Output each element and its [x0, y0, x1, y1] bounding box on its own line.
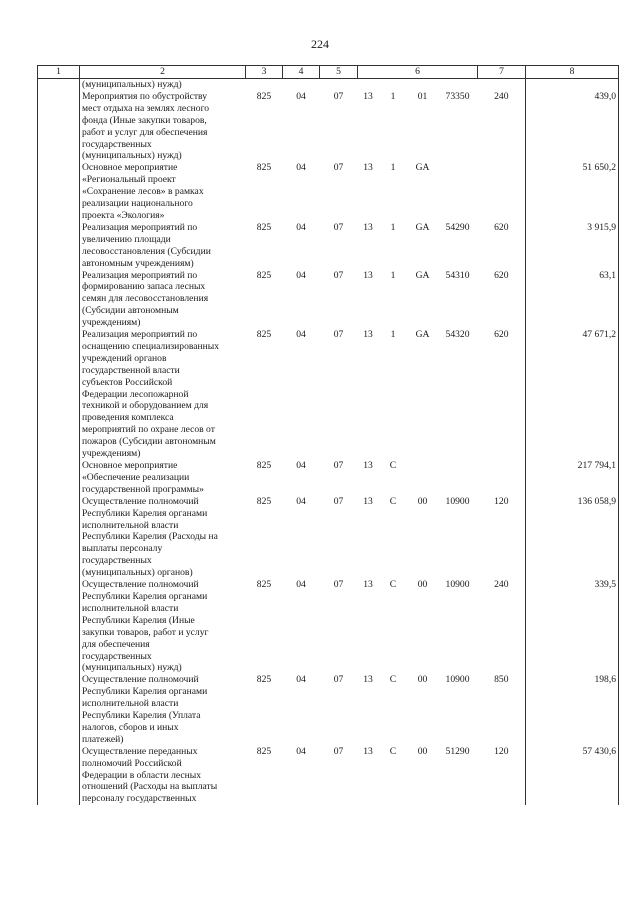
row-name-line: Осуществление полномочий: [82, 495, 199, 507]
code-cell-t2: С: [389, 674, 397, 686]
row-number-cell: [38, 270, 80, 330]
amount-cell: 57 430,6: [526, 746, 619, 806]
table-row: [38, 162, 619, 222]
header-cell: 6: [358, 66, 478, 79]
row-name-line: исполнительной власти: [82, 698, 179, 710]
code-cell-c4: 04: [296, 745, 306, 757]
header-cell: 1: [38, 66, 80, 79]
code-cell-c4: 04: [296, 269, 306, 281]
row-name-line: (муниципальных) нужд): [82, 150, 182, 162]
table-row: [38, 79, 619, 91]
row-name-line: Республики Карелия органами: [82, 686, 208, 698]
row-name-line: семян для лесовосстановления: [82, 293, 209, 305]
code-cell-t3: 00: [417, 745, 428, 757]
code-cell-t1: 13: [363, 460, 373, 471]
code-cell-c7: [478, 162, 526, 222]
code-cell-t3: 00: [417, 495, 428, 507]
row-name-line: проекта «Экология»: [82, 209, 165, 221]
code-cell-c7: 120: [494, 495, 509, 507]
code-cell-t4: 10900: [445, 495, 470, 507]
header-cell: 5: [320, 66, 358, 79]
row-name-line: Осуществление переданных: [82, 745, 198, 757]
code-cell-t1: 13: [363, 674, 373, 686]
code-cell-c3: 825: [256, 674, 272, 686]
code-cell-c7: 620: [494, 269, 509, 281]
amount-cell: [526, 79, 619, 91]
code-cell-t1: [358, 79, 379, 91]
code-cell-c3: [246, 79, 283, 91]
row-name-line: оснащению специализированных: [82, 340, 220, 352]
row-name-line: налогов, сборов и иных: [82, 721, 179, 733]
row-name-line: исполнительной власти: [82, 602, 179, 614]
code-cell-t3: [408, 460, 438, 496]
table-row: [38, 222, 619, 270]
row-name-line: (муниципальных) нужд): [82, 662, 182, 674]
row-name-line: государственных: [82, 555, 152, 567]
page-number: 224: [311, 37, 329, 51]
code-cell-t3: GA: [415, 221, 430, 233]
row-name-line: Федерации лесопожарной: [82, 388, 189, 400]
code-cell-t2: С: [389, 495, 397, 507]
code-cell-c5: [320, 79, 358, 91]
code-cell-t4: 54320: [445, 329, 470, 341]
row-name-line: персоналу государственных: [82, 793, 197, 805]
row-name-line: Осуществление полномочий: [82, 579, 199, 591]
code-cell-c7: 120: [494, 745, 509, 757]
row-name-cell: [80, 460, 246, 496]
code-cell-c4: 04: [296, 579, 306, 591]
row-name-line: выплаты персоналу: [82, 543, 163, 555]
code-cell-c4: 04: [296, 90, 306, 102]
code-cell-t1: 13: [363, 495, 373, 507]
row-name-line: Республики Карелия (Уплата: [82, 710, 201, 722]
row-name-cell: [80, 674, 246, 745]
code-cell-c5: 07: [333, 495, 344, 507]
code-cell-c4: 04: [296, 221, 306, 233]
table-row: [38, 91, 619, 162]
row-name-line: формированию запаса лесных: [82, 281, 206, 293]
code-cell-c5: 07: [333, 745, 344, 757]
row-name-line: увеличению площади: [82, 233, 171, 245]
code-cell-c4: 04: [296, 460, 306, 471]
code-cell-t1: 13: [363, 329, 373, 341]
row-name-line: государственных: [82, 650, 152, 662]
code-cell-t2: 1: [390, 162, 396, 174]
row-name-line: мест отдыха на землях лесного: [82, 102, 210, 114]
row-name-line: Мероприятия по обустройству: [82, 90, 208, 102]
row-name-cell: [80, 79, 246, 91]
code-cell-t3: 00: [417, 674, 428, 686]
row-name-cell: [80, 162, 246, 222]
amount-cell: 198,6: [526, 674, 619, 745]
code-cell-t1: 13: [363, 579, 373, 591]
row-name-line: закупки товаров, работ и услуг: [82, 626, 209, 638]
row-name-line: учреждениям): [82, 317, 141, 329]
code-cell-c3: 825: [256, 90, 272, 102]
row-name-line: Республики Карелия органами: [82, 590, 208, 602]
header-cell: 3: [246, 66, 283, 79]
row-number-cell: [38, 674, 80, 745]
row-name-line: работ и услуг для обеспечения: [82, 126, 208, 138]
row-number-cell: [38, 222, 80, 270]
row-name-cell: [80, 270, 246, 330]
code-cell-t4: 54310: [445, 269, 470, 281]
table-row: [38, 674, 619, 745]
row-name-line: мероприятий по охране лесов от: [82, 424, 215, 436]
code-cell-c5: 07: [333, 162, 344, 174]
code-cell-t4: [438, 162, 478, 222]
row-name-cell: [80, 579, 246, 674]
code-cell-c3: 825: [256, 579, 272, 591]
row-name-line: государственной власти: [82, 364, 180, 376]
row-number-cell: [38, 329, 80, 460]
row-name-line: лесовосстановления (Субсидии: [82, 245, 211, 257]
code-cell-c5: 07: [333, 329, 344, 341]
code-cell-t4: [438, 460, 478, 496]
row-name-line: субъектов Российской: [82, 376, 173, 388]
code-cell-c7: 620: [494, 329, 509, 341]
code-cell-t4: 54290: [445, 221, 470, 233]
row-name-line: полномочий Российской: [82, 757, 182, 769]
row-name-line: «Сохранение лесов» в рамках: [82, 186, 204, 198]
code-cell-t3: GA: [415, 162, 430, 174]
table-row: [38, 460, 619, 496]
row-name-line: учреждений органов: [82, 352, 167, 364]
code-cell-t2: 1: [390, 90, 396, 102]
row-name-line: Осуществление полномочий: [82, 674, 199, 686]
row-name-line: (муниципальных) органов): [82, 567, 193, 579]
amount-cell: 339,5: [526, 579, 619, 674]
row-name-line: Основное мероприятие: [82, 162, 178, 174]
amount-cell: 439,0: [526, 91, 619, 162]
row-number-cell: [38, 579, 80, 674]
code-cell-t4: [438, 79, 478, 91]
row-name-line: исполнительной власти: [82, 519, 179, 531]
code-cell-c5: 07: [333, 90, 344, 102]
row-name-line: фонда (Иные закупки товаров,: [82, 114, 207, 126]
code-cell-t4: 10900: [445, 674, 470, 686]
row-name-line: государственных: [82, 138, 152, 150]
row-name-line: (Субсидии автономным: [82, 305, 179, 317]
code-cell-t1: 13: [363, 90, 373, 102]
code-cell-t4: 73350: [445, 90, 470, 102]
amount-cell: 217 794,1: [526, 460, 619, 496]
code-cell-c7: 240: [494, 90, 509, 102]
code-cell-c5: 07: [333, 579, 344, 591]
row-name-cell: [80, 746, 246, 806]
row-name-cell: [80, 222, 246, 270]
code-cell-t4: 10900: [445, 579, 470, 591]
code-cell-t1: 13: [363, 269, 373, 281]
header-cell: 2: [80, 66, 246, 79]
code-cell-t4: 51290: [445, 745, 470, 757]
code-cell-c3: 825: [256, 329, 272, 341]
row-number-cell: [38, 746, 80, 806]
row-name-line: для обеспечения: [82, 638, 150, 650]
code-cell-c4: 04: [296, 495, 306, 507]
amount-cell: 63,1: [526, 270, 619, 330]
code-cell-c3: 825: [256, 460, 272, 471]
table-row: [38, 746, 619, 806]
row-name-line: Реализация мероприятий по: [82, 221, 198, 233]
table-row: [38, 496, 619, 579]
budget-table: [37, 65, 619, 805]
code-cell-t2: 1: [390, 269, 396, 281]
row-name-line: Республики Карелия (Расходы на: [82, 531, 218, 543]
code-cell-c5: 07: [333, 460, 344, 471]
row-name-cell: [80, 329, 246, 460]
row-name-cell: [80, 91, 246, 162]
row-name-line: государственной программы»: [82, 483, 204, 495]
row-name-cell: [80, 496, 246, 579]
row-name-line: Реализация мероприятий по: [82, 269, 198, 281]
amount-cell: 136 058,9: [526, 496, 619, 579]
amount-cell: 3 915,9: [526, 222, 619, 270]
header-cell: 7: [478, 66, 526, 79]
amount-cell: 47 671,2: [526, 329, 619, 460]
code-cell-c5: 07: [333, 221, 344, 233]
code-cell-t3: [408, 79, 438, 91]
row-name-line: отношений (Расходы на выплаты: [82, 781, 218, 793]
code-cell-c3: 825: [256, 745, 272, 757]
code-cell-c7: [478, 79, 526, 91]
code-cell-c3: 825: [256, 162, 272, 174]
row-name-line: «Региональный проект: [82, 174, 176, 186]
table-row: [38, 579, 619, 674]
code-cell-c4: 04: [296, 162, 306, 174]
row-name-line: «Обеспечение реализации: [82, 471, 190, 483]
row-number-cell: [38, 91, 80, 162]
code-cell-c5: 07: [333, 674, 344, 686]
row-name-line: Федерации в области лесных: [82, 769, 202, 781]
row-name-line: реализации национального: [82, 198, 193, 210]
code-cell-c3: 825: [256, 269, 272, 281]
code-cell-c7: 240: [494, 579, 509, 591]
code-cell-t2: С: [389, 579, 397, 591]
code-cell-c4: [283, 79, 320, 91]
code-cell-c7: 620: [494, 221, 509, 233]
row-name-line: проведения комплекса: [82, 412, 174, 424]
row-name-line: платежей): [82, 733, 124, 745]
row-name-line: учреждениям): [82, 448, 141, 460]
code-cell-t2: [379, 79, 408, 91]
code-cell-t2: 1: [390, 329, 396, 341]
row-number-cell: [38, 496, 80, 579]
code-cell-t1: 13: [363, 162, 373, 174]
header-cell: 8: [526, 66, 619, 79]
code-cell-t3: 00: [417, 579, 428, 591]
code-cell-c4: 04: [296, 674, 306, 686]
code-cell-t2: С: [389, 745, 397, 757]
header-cell: 4: [283, 66, 320, 79]
amount-cell: 51 650,2: [526, 162, 619, 222]
code-cell-t3: GA: [415, 329, 430, 341]
code-cell-t2: С: [389, 460, 397, 471]
code-cell-t3: GA: [415, 269, 430, 281]
code-cell-t1: 13: [363, 221, 373, 233]
code-cell-c3: 825: [256, 221, 272, 233]
row-number-cell: [38, 460, 80, 496]
code-cell-c4: 04: [296, 329, 306, 341]
code-cell-c7: 850: [494, 674, 509, 686]
table-row: [38, 329, 619, 460]
row-name-line: (муниципальных) нужд): [82, 79, 182, 90]
code-cell-c5: 07: [333, 269, 344, 281]
row-number-cell: [38, 162, 80, 222]
row-name-line: автономным учреждениям): [82, 257, 194, 269]
code-cell-c7: [478, 460, 526, 496]
row-name-line: Республики Карелия органами: [82, 507, 208, 519]
table-body: [38, 79, 619, 806]
row-name-line: пожаров (Субсидии автономным: [82, 436, 216, 448]
row-name-line: техникой и оборудованием для: [82, 400, 209, 412]
row-number-cell: [38, 79, 80, 91]
row-name-line: Основное мероприятие: [82, 460, 178, 471]
header-row: [38, 66, 619, 79]
code-cell-t1: 13: [363, 745, 373, 757]
code-cell-t3: 01: [417, 90, 428, 102]
row-name-line: Реализация мероприятий по: [82, 329, 198, 341]
table-row: [38, 270, 619, 330]
code-cell-t2: 1: [390, 221, 396, 233]
row-name-line: Республики Карелия (Иные: [82, 614, 195, 626]
code-cell-c3: 825: [256, 495, 272, 507]
